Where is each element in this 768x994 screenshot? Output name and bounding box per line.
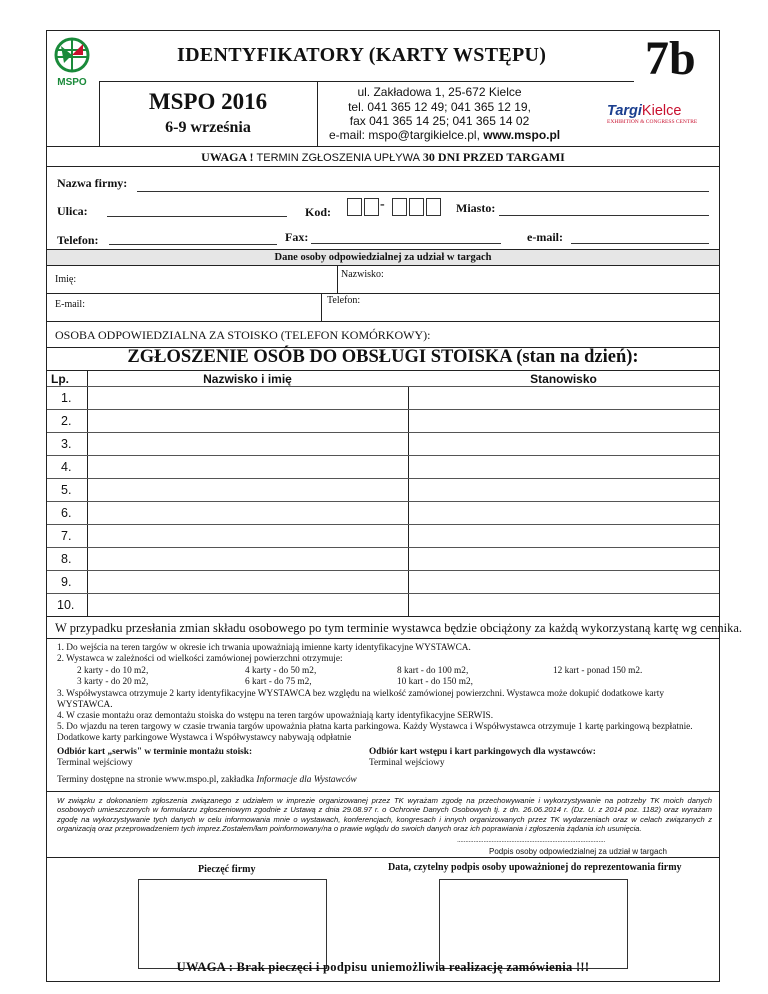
table-row: 5.: [61, 483, 72, 497]
contact-section-header: Dane osoby odpowiedzialnej za udział w targach: [47, 250, 719, 265]
rules-block: [57, 643, 712, 665]
form-number: 7b: [645, 32, 696, 85]
globe-icon: [52, 36, 92, 74]
rules-block-2: [57, 689, 715, 744]
rule-5: 5. Do wjazdu na teren targowy w czasie trwania targów upoważnia płatna karta parkingowa. Każdy Wystawca i Współwystawca otrzymuje 1 kartę parkingową bezpłatnie.: [57, 722, 693, 732]
company-name-label: Nazwa firmy:: [57, 176, 128, 190]
allocation-item: 4 karty - do 50 m2,: [245, 666, 317, 676]
pickup-service: Odbiór kart „serwis" w terminie montażu stoisk: Terminal wejściowy: [57, 747, 253, 768]
stand-person-label: OSOBA ODPOWIEDZIALNA ZA STOISKO (TELEFON KOMÓRKOWY):: [55, 328, 431, 342]
terms-link[interactable]: Informacje dla Wystawców: [256, 775, 357, 785]
authorized-signature-label: Data, czytelny podpis osoby upoważnionej do reprezentowania firmy: [388, 862, 682, 873]
logo-text: MSPO: [57, 77, 87, 88]
mspo-logo: [52, 36, 92, 86]
person-signature-label: Podpis osoby odpowiedzialnej za udział w targach: [489, 847, 667, 856]
consent-text: W związku z dokonaniem zgłoszenia związanego z udziałem w imprezie organizowanej przez TK wyrażam zgodę na przechowywanie i wykorzystywanie na potrzeby TK moich danych osobowych umieszczonych w formularzu zgłoszeniowym zgodnie z Ustawą z dnia 29.08.97 r. o Ochronie Danych Osobowych tj. z dn. 26.06.2014 r. (Dz. U. z 2014 poz. 1182) oraz wyrażam zgodę na wykorzystywanie tych danych w celu informowania mnie o wystawach, konferencjach, kongresach i innych organizowanych przez TK wydarzeniach oraz w celach związanych z organizacją oraz przeprowadzeniem tych imprez.Zostałem/łam poinformowany/na o prawie wglądu do swoich danych oraz ich poprawiania i zgłoszenia żądania ich usunięcia.: [57, 796, 712, 834]
company-name-field[interactable]: [137, 191, 709, 192]
table-row: 10.: [57, 598, 75, 612]
allocation-item: 8 kart - do 100 m2,: [397, 666, 469, 676]
allocation-item: 2 karty - do 10 m2,: [77, 666, 149, 676]
table-row: 8.: [61, 552, 72, 566]
fax-field[interactable]: [311, 243, 501, 244]
allocation-item: 10 kart - do 150 m2,: [397, 677, 473, 687]
email-field[interactable]: [571, 243, 709, 244]
email-label: e-mail:: [527, 230, 563, 244]
organizer-address: ul. Zakładowa 1, 25-672 Kielce tel. 041 365 12 49; 041 365 12 19, fax 041 365 14 25; 041 365 14 02: [348, 85, 531, 128]
rule-3: 3. Współwystawca otrzymuje 2 karty identyfikacyjne WYSTAWCA bez względu na wielkość zamówionej powierzchni. Wystawca może dokupić dodatkowe karty WYSTAWCA.: [57, 689, 664, 710]
table-row: 7.: [61, 529, 72, 543]
event-name: MSPO 2016: [148, 89, 268, 114]
authorized-signature-box[interactable]: [439, 879, 628, 969]
postal-code-box[interactable]: [347, 198, 362, 216]
organizer-website[interactable]: www.mspo.pl: [483, 128, 561, 142]
table-row: 9.: [61, 575, 72, 589]
table-row: 6.: [61, 506, 72, 520]
form-title: IDENTYFIKATORY (KARTY WSTĘPU): [177, 44, 547, 66]
form-frame: [46, 30, 743, 982]
contact-phone-label: Telefon:: [327, 295, 361, 306]
postal-code-box[interactable]: [392, 198, 407, 216]
charge-note: W przypadku przesłania zmian składu osobowego po tym terminie wystawca będzie obciążony za każdą wykorzystaną kartę wg cennika.: [55, 621, 743, 635]
table-row: 4.: [61, 460, 72, 474]
postal-code-box[interactable]: [426, 198, 441, 216]
last-name-label: Nazwisko:: [341, 269, 384, 280]
rule-1: 1. Do wejścia na teren targów w okresie ich trwania upoważniają imienne karty identyfikacyjne WYSTAWCA.: [57, 643, 471, 653]
targikielce-logo: TargiKielce EXHIBITION & CONGRESS CENTRE: [607, 103, 698, 125]
phone-field[interactable]: [109, 244, 277, 245]
first-name-label: Imię:: [55, 274, 77, 285]
deadline-notice: UWAGA ! TERMIN ZGŁOSZENIA UPŁYWA 30 DNI PRZED TARGAMI: [201, 150, 565, 164]
city-field[interactable]: [499, 215, 709, 216]
rule-2: 2. Wystawca w zależności od wielkości zamówionej powierzchni otrzymuje:: [57, 654, 343, 664]
allocation-item: 3 karty - do 20 m2,: [77, 677, 149, 687]
organizer-contact: [329, 128, 560, 142]
postal-code-box[interactable]: [409, 198, 424, 216]
street-field[interactable]: [107, 216, 287, 217]
allocation-item: 12 kart - ponad 150 m2.: [553, 666, 643, 676]
company-stamp-box[interactable]: [138, 879, 327, 969]
rule-4: 4. W czasie montażu oraz demontażu stoiska do wstępu na teren targów upoważniają karty identyfikacyjne SERWIS.: [57, 711, 494, 721]
event-dates: 6-9 września: [165, 119, 251, 136]
footer-warning: UWAGA : Brak pieczęci i podpisu uniemożliwia realizację zamówienia !!!: [176, 960, 590, 974]
organizer-email: e-mail: mspo@targikielce.pl,: [329, 128, 480, 142]
postal-code-label: Kod:: [305, 205, 332, 219]
col-header-name: Nazwisko i imię: [203, 372, 292, 386]
table-row: 2.: [61, 414, 72, 428]
pickup-exhibitor: Odbiór kart wstępu i kart parkingowych dla wystawców: Terminal wejściowy: [369, 747, 596, 768]
signature-dots: ..........................................................................................: [457, 837, 606, 844]
rule-5-continued: Dodatkowe karty parkingowe Wystawca i Współwystawcy nabywają odpłatnie: [57, 733, 352, 743]
col-header-lp: Lp.: [51, 372, 69, 386]
table-row: 3.: [61, 437, 72, 451]
city-label: Miasto:: [456, 201, 496, 215]
contact-email-label: E-mail:: [55, 299, 85, 310]
stamp-label: Pieczęć firmy: [198, 864, 256, 875]
table-row: 1.: [61, 391, 72, 405]
postal-code-box[interactable]: [364, 198, 379, 216]
fax-label: Fax:: [285, 230, 309, 244]
terms-note: Terminy dostępne na stronie www.mspo.pl, zakładka Informacje dla Wystawców: [57, 775, 357, 785]
col-header-position: Stanowisko: [530, 372, 597, 386]
allocation-item: 6 kart - do 75 m2,: [245, 677, 312, 687]
postal-dash: -: [380, 197, 385, 212]
staff-section-title: ZGŁOSZENIE OSÓB DO OBSŁUGI STOISKA (stan na dzień):: [127, 347, 639, 367]
street-label: Ulica:: [57, 204, 88, 218]
phone-label: Telefon:: [57, 233, 99, 247]
